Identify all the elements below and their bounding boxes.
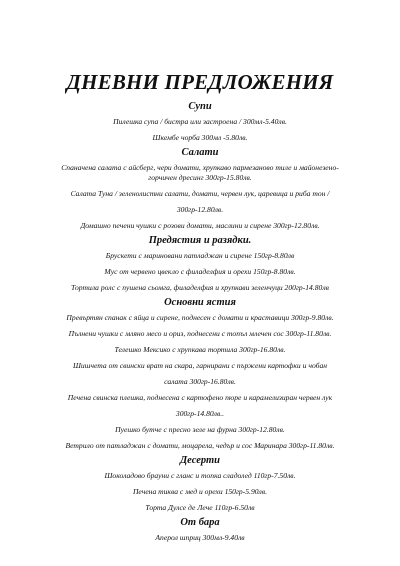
menu-item: Брускети с мариновани патладжан и сирене 150гр-8.80лв bbox=[105, 251, 295, 260]
menu-item: Превъртян спанак с яйца и сирене, поднесен с домати и краставици 300гр-9.80лв. bbox=[66, 313, 334, 322]
menu-body bbox=[0, 100, 400, 546]
menu-item: Пилешка супа / бистра или застроена / 300мл-5.40лв. bbox=[113, 117, 287, 126]
menu-item: Пуешко бутче с пресно зеле на фурна 300гр-12.80лв. bbox=[115, 425, 285, 434]
menu-item: Торта Дулсе де Лече 110гр-6.50лв bbox=[145, 503, 255, 512]
menu-item: Печена свинска плешка, поднесена с картофено пюре и карамелизиран червен лук bbox=[67, 393, 333, 402]
menu-item: Шишчета от свински врат на скара, гарнирани с пържени картофки и чобан bbox=[72, 361, 328, 370]
section-title: Десерти bbox=[180, 455, 220, 466]
menu-item: Мус от червено цвекло с филаделфия и орехи 150гр-8.80лв. bbox=[104, 267, 296, 276]
section-title: От бара bbox=[180, 517, 220, 528]
menu-item: Домашно печени чушки с розови домати, маслини и сирене 300гр-12.80лв. bbox=[80, 221, 320, 230]
menu-item: Салата Туна / зеленолистни салати, домати, червен лук, царевица и риба тон / bbox=[70, 189, 330, 198]
menu-item: Спаначена салата с айсберг, чери домати, хрупкаво пармезаново тиле и майонезено-горчичен дресинг 300гр-15.80лв. bbox=[61, 163, 339, 182]
section-title: Предястия и разядки. bbox=[148, 235, 252, 246]
menu-item: Шкембе чорба 300мл -5.80лв. bbox=[152, 133, 248, 142]
section-title: Супи bbox=[188, 101, 212, 112]
menu-item: 300гр-14.80лв.. bbox=[175, 409, 225, 418]
menu-item: 300гр-12.80лв. bbox=[176, 205, 224, 214]
menu-item: Аперол шприц 300мл-9.40лв bbox=[155, 533, 245, 542]
menu-item: салата 300гр-16.80лв. bbox=[164, 377, 236, 386]
menu-item: Ветрило от патладжан с домати, моцарела, чедър и сос Маринара 300гр-11.80лв. bbox=[65, 441, 335, 450]
menu-item: Печена тиква с мед и орехи 150гр-5.90лв. bbox=[132, 487, 268, 496]
menu-item: Тортила ролс с пушена сьомга, филаделфия и хрупкави зеленчуци 200гр-14.80лв bbox=[71, 283, 329, 292]
page-title: ДНЕВНИ ПРЕДЛОЖЕНИЯ bbox=[66, 70, 334, 94]
menu-item: Шоколадово брауни с гланс и топка сладолед 110гр-7.50лв. bbox=[104, 471, 296, 480]
section-title: Салати bbox=[181, 147, 219, 158]
menu-item: Пълнени чушки с мляно месо и ориз, поднесени с топъл млечен сос 300гр-11.80лв. bbox=[68, 329, 332, 338]
menu-item: Телешко Мексико с хрупкава тортила 300гр-16.80лв. bbox=[114, 345, 286, 354]
section-title: Основни ястия bbox=[164, 297, 236, 308]
